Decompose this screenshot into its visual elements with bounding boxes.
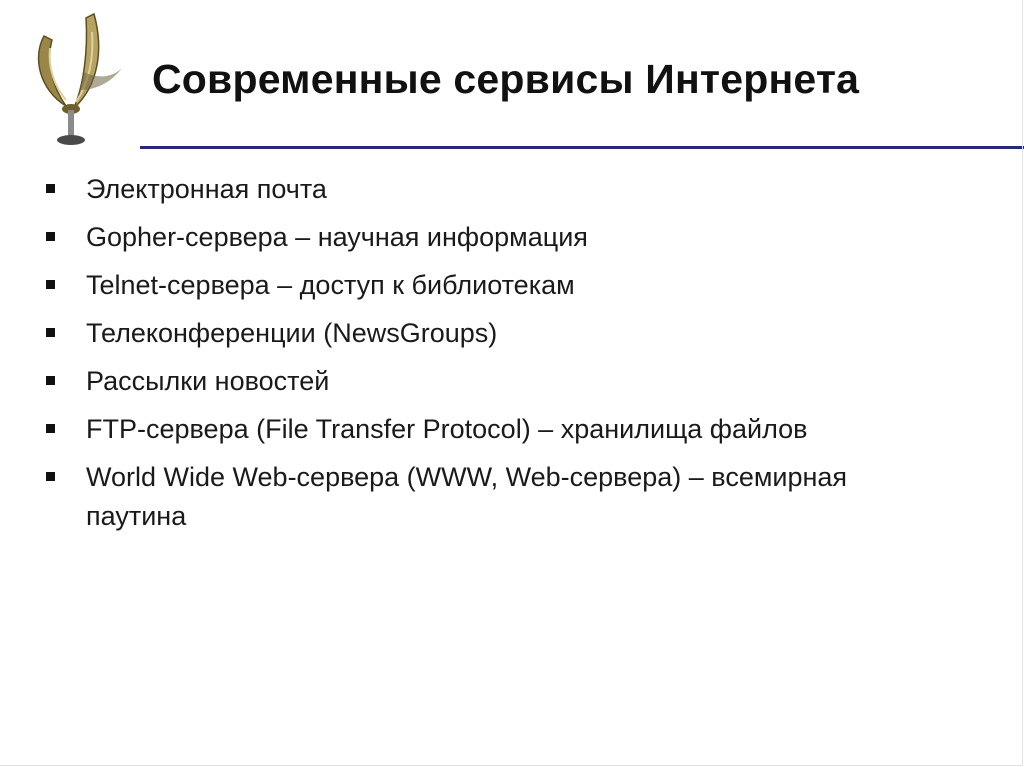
list-item: [46, 266, 946, 305]
list-item: [46, 362, 946, 401]
title-underline: [140, 146, 1024, 149]
list-item: [46, 314, 946, 353]
square-bullet-icon: [46, 376, 55, 385]
list-item-text: World Wide Web-сервера (WWW, Web-сервера) – всемирная паутина: [86, 462, 848, 531]
wishbone-logo-icon: [22, 10, 132, 150]
bullet-list: [46, 170, 946, 545]
square-bullet-icon: [46, 232, 55, 241]
slide-title: Современные сервисы Интернета: [152, 56, 860, 102]
list-item-text: Телеконференции (NewsGroups): [86, 318, 498, 348]
list-item-text: Telnet-сервера – доступ к библиотекам: [86, 270, 575, 300]
list-item-text: Рассылки новостей: [86, 366, 330, 396]
list-item-text: Gopher-сервера – научная информация: [86, 222, 588, 252]
list-item: [46, 218, 946, 257]
square-bullet-icon: [46, 328, 55, 337]
list-item-text: FTP-сервера (File Transfer Protocol) – хранилища файлов: [86, 414, 808, 444]
list-item-text: Электронная почта: [86, 174, 327, 204]
list-item: [46, 458, 946, 536]
list-item: [46, 410, 946, 449]
list-item: [46, 170, 946, 209]
square-bullet-icon: [46, 280, 55, 289]
square-bullet-icon: [46, 184, 55, 193]
square-bullet-icon: [46, 424, 55, 433]
square-bullet-icon: [46, 472, 55, 481]
